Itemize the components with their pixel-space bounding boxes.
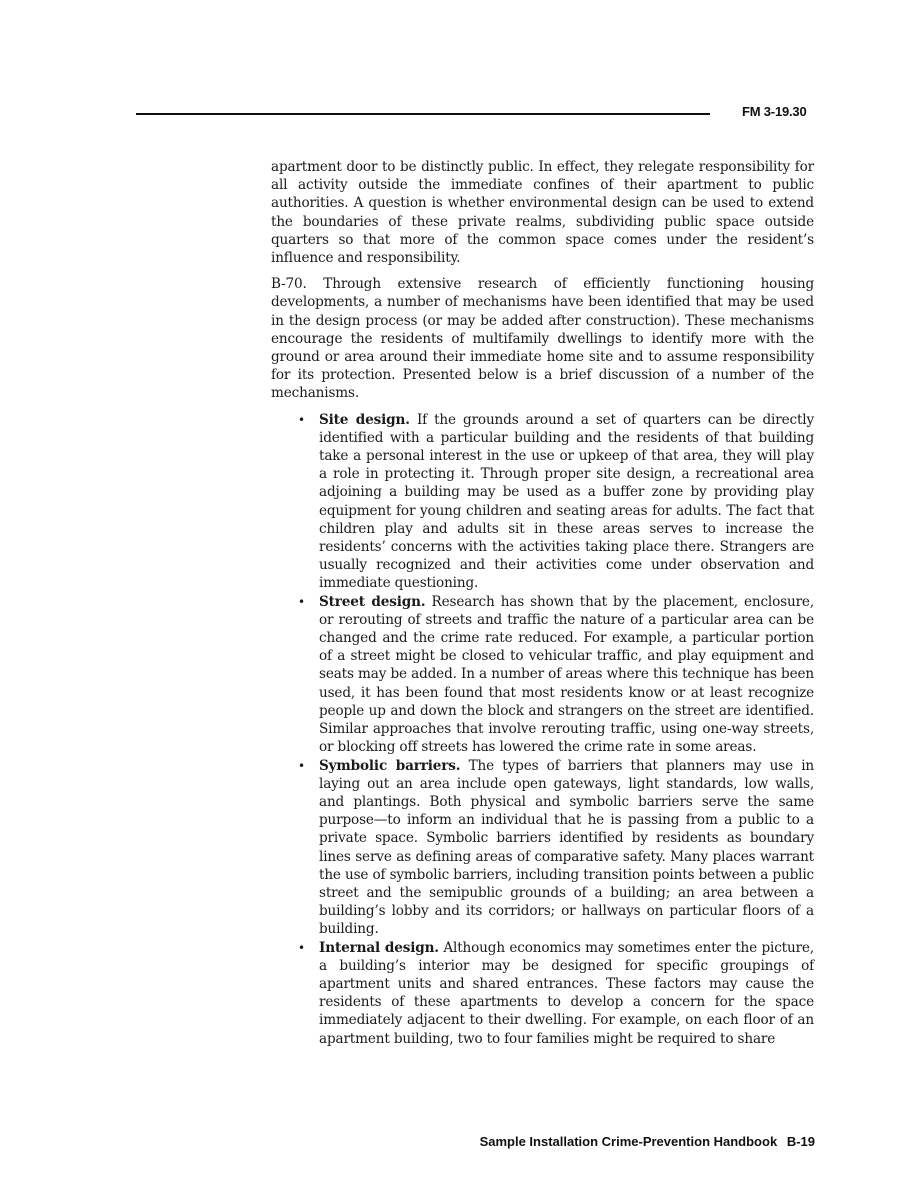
bullet-text: Research has shown that by the placement, enclosure, or rerouting of streets and traffic the nature of a particular area can be changed and the crime rate reduced. For example, a particular portion of a street might be closed to vehicular traffic, and play equipment and seats may be added. In a number of areas where this technique has been used, it has been found that most residents know or at least recognize people up and down the block and strangers on the street are identified. Similar approaches that involve rerouting traffic, using one-way streets, or blocking off streets has lowered the crime rate in some areas. xyxy=(319,593,814,756)
bullet-title: Symbolic barriers. xyxy=(319,757,461,774)
bullet-icon: • xyxy=(298,758,305,773)
page-footer xyxy=(480,1134,815,1149)
bullet-title: Internal design. xyxy=(319,939,439,956)
mechanisms-list xyxy=(271,411,814,1048)
bullet-text: Although economics may sometimes enter the picture, a building’s interior may be designed for specific groupings of apartment units and shared entrances. These factors may cause the residents of these apartments to develop a concern for the space immediately adjacent to their dwelling. For example, on each floor of an apartment building, two to four families might be required to share xyxy=(319,939,815,1047)
list-item-site-design xyxy=(271,411,814,593)
bullet-title: Street design. xyxy=(319,593,426,610)
paragraph-b70: B-70. Through extensive research of efficiently functioning housing developments, a number of mechanisms have been identified that may be used in the design process (or may be added after construction). These mechanisms encourage the residents of multifamily dwellings to identify more with the ground or area around their immediate home site and to assume responsibility for its protection. Presented below is a brief discussion of a number of the mechanisms. xyxy=(271,276,814,402)
list-item-street-design xyxy=(271,593,814,757)
page-body xyxy=(271,158,814,1048)
bullet-title: Site design. xyxy=(319,411,410,428)
bullet-icon: • xyxy=(298,412,305,427)
footer-title: Sample Installation Crime-Prevention Handbook xyxy=(479,1134,778,1149)
bullet-icon: • xyxy=(298,594,305,609)
page-number: B-19 xyxy=(786,1134,815,1149)
bullet-icon: • xyxy=(298,940,305,955)
bullet-text: If the grounds around a set of quarters can be directly identified with a particular building and the residents of that building take a personal interest in the use or upkeep of that area, they will play a role in protecting it. Through proper site design, a recreational area adjoining a building may be used as a buffer zone by providing play equipment for young children and seating areas for adults. The fact that children play and adults sit in these areas serves to increase the residents’ concerns with the activities taking place there. Strangers are usually recognized and their activities come under observation and immediate questioning. xyxy=(319,411,814,592)
list-item-internal-design xyxy=(271,939,814,1048)
list-item-symbolic-barriers xyxy=(271,757,814,939)
header-rule xyxy=(136,113,710,115)
document-id: FM 3-19.30 xyxy=(742,104,807,119)
paragraph-continuation: apartment door to be distinctly public. In effect, they relegate responsibility for all activity outside the immediate confines of their apartment to public authorities. A question is whether environmental design can be used to extend the boundaries of these private realms, subdividing public space outside quarters so that more of the common space comes under the resident’s influence and responsibility. xyxy=(271,159,814,267)
bullet-text: The types of barriers that planners may use in laying out an area include open gateways, light standards, low walls, and plantings. Both physical and symbolic barriers serve the same purpose—to inform an individual that he is passing from a public to a private space. Symbolic barriers identified by residents as boundary lines serve as defining areas of comparative safety. Many places warrant the use of symbolic barriers, including transition points between a public street and the semipublic grounds of a building; an area between a building’s lobby and its corridors; or hallways on particular floors of a building. xyxy=(319,757,815,938)
